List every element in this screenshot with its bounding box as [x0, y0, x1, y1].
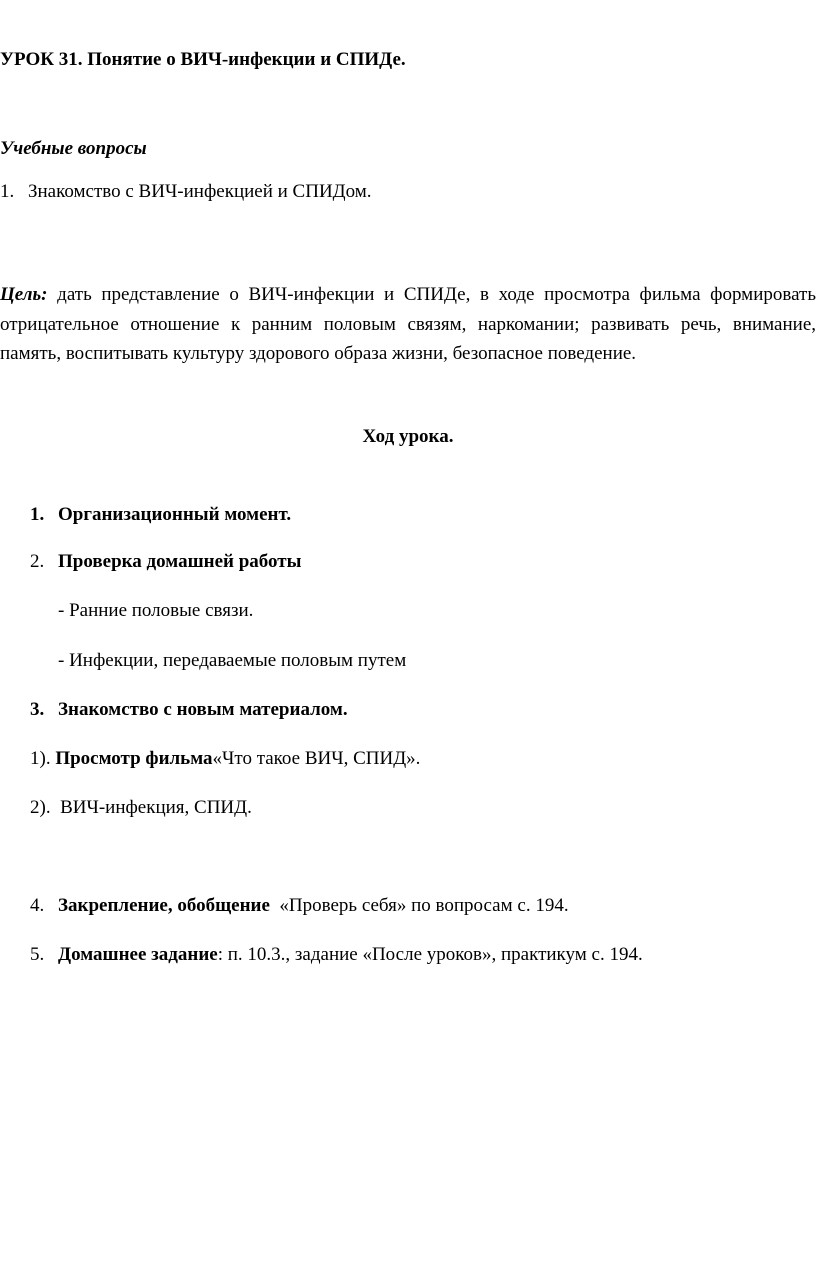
step-1-number: 1. [30, 504, 45, 525]
step-4-number: 4. [30, 895, 45, 916]
step-4-text: «Проверь себя» по вопросам с. 194. [279, 895, 569, 916]
step-3-sub-1-number: 1). [30, 748, 51, 769]
step-3-sub-2 [30, 796, 252, 820]
goal-label: Цель: [0, 284, 48, 305]
lesson-title: УРОК 31. Понятие о ВИЧ-инфекции и СПИДе. [0, 49, 406, 70]
step-3-title: Знакомство с новым материалом. [58, 699, 348, 720]
goal-text: дать представление о ВИЧ-инфекции и СПИДе, в ходе просмотра фильма формировать отрицательное отношение к ранним половым связям, наркомании; развивать речь, внимание, память, воспитывать культуру здорового образа жизни, безопасное поведение. [0, 284, 816, 364]
step-5-text: : п. 10.3., задание «После уроков», практикум с. 194. [217, 944, 643, 965]
goal-paragraph [0, 280, 816, 369]
step-4 [30, 894, 569, 918]
step-2-number: 2. [30, 551, 45, 572]
step-1 [30, 503, 291, 527]
step-3-sub-2-number: 2). [30, 797, 51, 818]
step-1-title: Организационный момент. [58, 504, 292, 525]
step-5-number: 5. [30, 944, 45, 965]
question-item [0, 180, 372, 204]
questions-heading: Учебные вопросы [0, 138, 147, 159]
course-heading: Ход урока. [362, 426, 454, 447]
step-2 [30, 550, 301, 574]
step-5 [30, 943, 643, 967]
step-3 [30, 698, 348, 722]
step-2-sub-2: - Инфекции, передаваемые половым путем [58, 650, 407, 671]
step-3-number: 3. [30, 699, 45, 720]
step-5-bold: Домашнее задание [58, 944, 218, 965]
step-4-bold: Закрепление, обобщение [58, 895, 270, 916]
question-text: Знакомство с ВИЧ-инфекцией и СПИДом. [28, 181, 372, 202]
question-number: 1. [0, 181, 15, 202]
step-3-sub-1-text: «Что такое ВИЧ, СПИД». [212, 748, 421, 769]
step-3-sub-1 [30, 747, 420, 771]
step-3-sub-1-bold: Просмотр фильма [55, 748, 213, 769]
step-3-sub-2-text: ВИЧ-инфекция, СПИД. [60, 797, 252, 818]
step-2-sub-1: - Ранние половые связи. [58, 600, 254, 621]
step-2-title: Проверка домашней работы [58, 551, 302, 572]
